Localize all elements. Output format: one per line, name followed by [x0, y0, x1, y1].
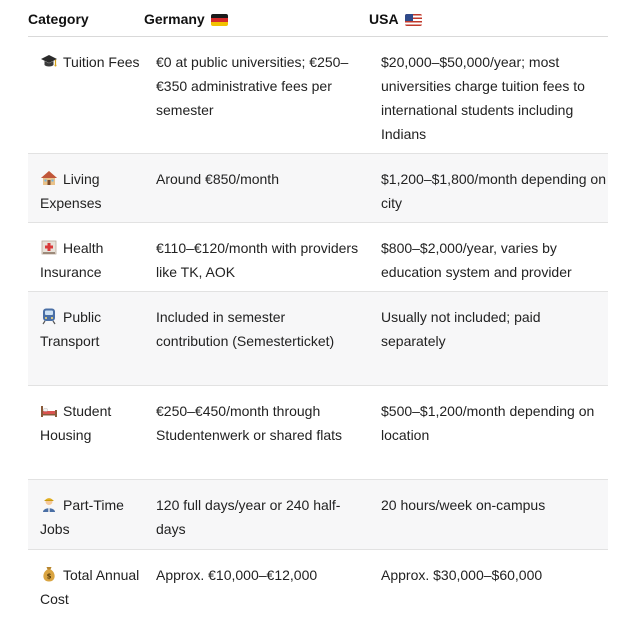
header-category: Category	[28, 11, 89, 27]
germany-value: €0 at public universities; €250–€350 administrative fees per semester	[156, 54, 349, 118]
usa-value: $1,200–$1,800/month depending on city	[381, 171, 606, 211]
usa-value: Usually not included; paid separately	[381, 309, 541, 349]
germany-value: Included in semester contribution (Semesterticket)	[156, 309, 335, 349]
germany-value: Approx. €10,000–€12,000	[156, 567, 318, 583]
table-row	[28, 223, 608, 292]
row-category	[40, 563, 140, 611]
germany-value: €250–€450/month through Studentenwerk or shared flats	[156, 403, 342, 443]
table-row	[28, 480, 608, 550]
table-row	[28, 550, 608, 620]
table-row	[28, 386, 608, 480]
category-label: Part-Time Jobs	[40, 497, 124, 537]
row-category	[40, 305, 140, 353]
usa-value: $800–$2,000/year, varies by education system and provider	[381, 240, 572, 280]
category-label: Health Insurance	[40, 240, 104, 280]
house-icon	[40, 169, 58, 187]
usa-value: Approx. $30,000–$60,000	[381, 567, 543, 583]
header-germany	[144, 11, 228, 27]
worker-icon	[40, 495, 58, 513]
category-label: Living Expenses	[40, 171, 102, 211]
header-germany-label: Germany	[144, 11, 205, 27]
row-category	[40, 167, 140, 215]
category-label: Public Transport	[40, 309, 102, 349]
table-row	[28, 292, 608, 386]
row-category	[40, 493, 140, 541]
bed-icon	[40, 401, 58, 419]
train-icon	[40, 307, 58, 325]
money-bag-icon	[40, 565, 58, 583]
graduation-cap-icon	[40, 52, 58, 70]
category-label: Total Annual Cost	[40, 567, 140, 607]
germany-value: 120 full days/year or 240 half-days	[156, 497, 341, 537]
usa-value: $500–$1,200/month depending on location	[381, 403, 595, 443]
header-usa-label: USA	[369, 11, 399, 27]
row-category	[40, 399, 140, 447]
germany-value: Around €850/month	[156, 171, 279, 187]
table-header	[28, 0, 608, 37]
row-category	[40, 50, 140, 74]
usa-flag-icon	[405, 14, 422, 26]
svg-text:$: $	[46, 572, 52, 581]
hospital-icon	[40, 238, 58, 256]
table-row	[28, 154, 608, 223]
usa-value: 20 hours/week on-campus	[381, 497, 546, 513]
usa-value: $20,000–$50,000/year; most universities charge tuition fees to international students including Indians	[381, 54, 585, 142]
header-usa	[369, 11, 422, 27]
germany-value: €110–€120/month with providers like TK, AOK	[156, 240, 359, 280]
table-row	[28, 37, 608, 154]
category-label: Student Housing	[40, 403, 112, 443]
germany-flag-icon	[211, 14, 228, 26]
category-label: Tuition Fees	[63, 54, 140, 70]
row-category	[40, 236, 140, 284]
